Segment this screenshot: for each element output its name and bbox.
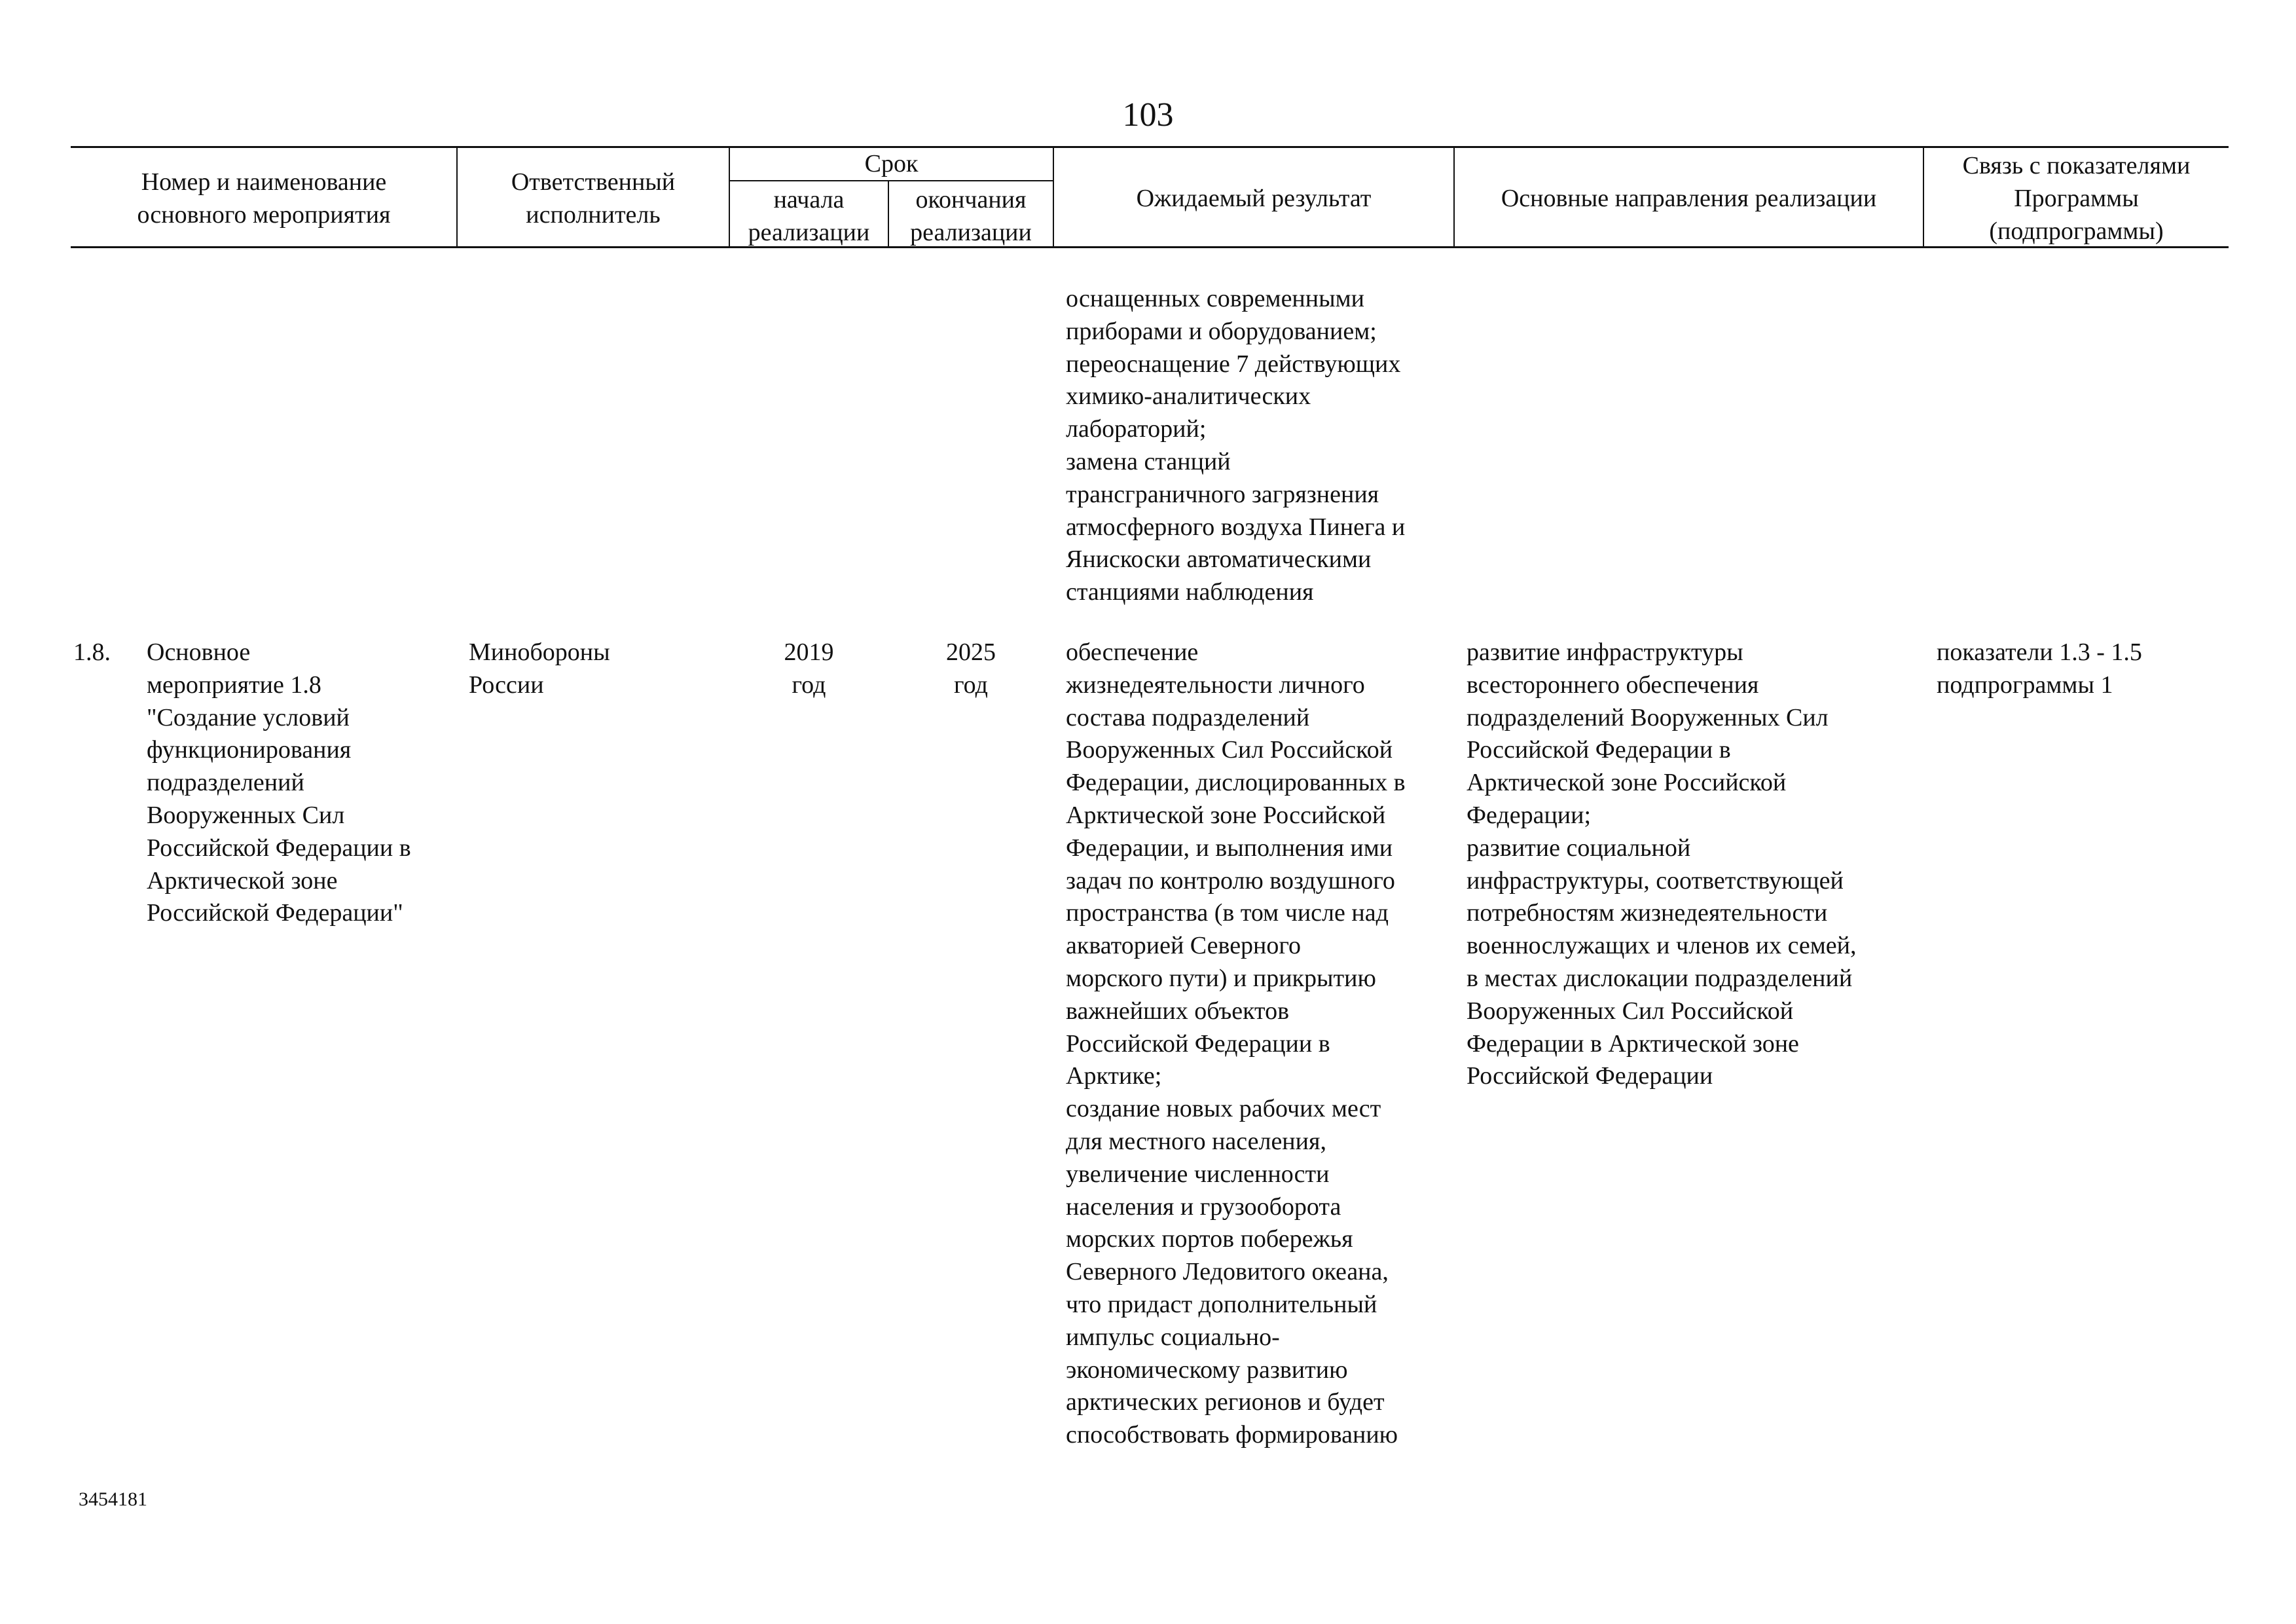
text-line: мероприятие 1.8 — [147, 671, 321, 699]
text-line: Федерации, дислоцированных в — [1066, 769, 1406, 797]
text-line: Арктической зоне Российской — [1467, 769, 1787, 797]
text-line: подпрограммы 1 — [1937, 671, 2113, 699]
text-line: военнослужащих и членов их семей, — [1467, 932, 1857, 960]
executor-cell — [469, 637, 610, 702]
text-line: подразделений — [147, 769, 304, 797]
text-line: Федерации; — [1467, 801, 1592, 829]
page-number: 103 — [1122, 96, 1174, 134]
header-col-term: Срок — [864, 150, 919, 177]
header-text: (подпрограммы) — [1989, 217, 2164, 245]
text-line: оснащенных современными — [1066, 285, 1365, 312]
text-line: морских портов побережья — [1066, 1225, 1353, 1253]
measure-name-cell — [147, 637, 411, 930]
header-col-executor — [458, 166, 729, 231]
text-line: переоснащение 7 действующих — [1066, 350, 1401, 378]
text-line: создание новых рабочих мест — [1066, 1095, 1381, 1123]
text-line: развитие социальной — [1467, 834, 1691, 862]
text-line: Арктической зоне Российской — [1066, 801, 1386, 829]
text-line: приборами и оборудованием; — [1066, 317, 1377, 345]
text-line: всестороннего обеспечения — [1467, 671, 1759, 699]
text-line: замена станций — [1066, 447, 1231, 475]
text-line: задач по контролю воздушного — [1066, 866, 1395, 895]
text-line: показатели 1.3 - 1.5 — [1937, 638, 2142, 666]
header-col-end — [889, 183, 1053, 249]
header-bottom-rule — [71, 246, 2229, 248]
text-line: инфраструктуры, соответствующей — [1467, 866, 1844, 895]
header-top-rule — [71, 146, 2229, 148]
text-line: Российской Федерации в — [147, 834, 411, 862]
text-line: Российской Федерации" — [147, 899, 403, 927]
header-text: основного мероприятия — [137, 201, 391, 229]
text-line: пространства (в том числе над — [1066, 899, 1389, 927]
end-year-cell — [889, 637, 1053, 702]
text-line: подразделений Вооруженных Сил — [1467, 703, 1829, 731]
header-text: Программы — [2014, 185, 2139, 212]
text-line: Арктической зоне — [147, 866, 338, 895]
text-line: станциями наблюдения — [1066, 578, 1314, 606]
text-line: 2019 — [784, 638, 834, 666]
header-text: реализации — [910, 219, 1032, 246]
header-text: исполнитель — [526, 201, 661, 229]
text-line: арктических регионов и будет — [1066, 1388, 1385, 1416]
header-col-link — [1924, 149, 2229, 248]
text-line: Арктике; — [1066, 1062, 1162, 1090]
text-line: Федерации, и выполнения ими — [1066, 834, 1393, 862]
text-line: Федерации в Арктической зоне — [1467, 1029, 1799, 1058]
header-text: окончания — [915, 186, 1027, 213]
text-line: для местного населения, — [1066, 1127, 1326, 1155]
directions-cell — [1467, 637, 1857, 1093]
header-col-start — [730, 183, 888, 249]
text-line: способствовать формированию — [1066, 1421, 1398, 1449]
text-line: Российской Федерации в — [1467, 736, 1731, 764]
term-divider-rule — [729, 180, 1053, 181]
header-text: Связь с показателями — [1962, 152, 2191, 179]
row-number: 1.8. — [73, 638, 111, 666]
text-line: Вооруженных Сил — [147, 801, 345, 829]
header-col-directions: Основные направления реализации — [1501, 185, 1877, 212]
text-line: Северного Ледовитого океана, — [1066, 1258, 1389, 1286]
text-line: развитие инфраструктуры — [1467, 638, 1743, 666]
header-text: Ответственный — [511, 168, 676, 196]
start-year-cell — [730, 637, 888, 702]
text-line: год — [954, 671, 988, 699]
text-line: Российской Федерации — [1467, 1062, 1713, 1090]
text-line: России — [469, 671, 544, 699]
text-line: "Создание условий — [147, 703, 350, 731]
text-line: что придаст дополнительный — [1066, 1290, 1377, 1318]
text-line: лабораторий; — [1066, 415, 1207, 443]
text-line: морского пути) и прикрытию — [1066, 964, 1376, 992]
indicator-link-cell — [1937, 637, 2142, 702]
text-line: населения и грузооборота — [1066, 1192, 1341, 1221]
text-line: атмосферного воздуха Пинега и — [1066, 513, 1406, 541]
text-line: в местах дислокации подразделений — [1467, 964, 1853, 992]
text-line: Минобороны — [469, 638, 610, 666]
text-line: акваторией Северного — [1066, 932, 1302, 960]
text-line: состава подразделений — [1066, 703, 1310, 731]
text-line: увеличение численности — [1066, 1160, 1330, 1188]
text-line: импульс социально- — [1066, 1323, 1280, 1351]
text-line: год — [792, 671, 826, 699]
text-line: химико-аналитических — [1066, 382, 1311, 411]
header-text: реализации — [748, 219, 870, 246]
text-line: Российской Федерации в — [1066, 1029, 1330, 1058]
text-line: трансграничного загрязнения — [1066, 480, 1379, 508]
header-text: начала — [773, 186, 845, 213]
document-id: 3454181 — [79, 1488, 147, 1510]
text-line: Вооруженных Сил Российской — [1467, 997, 1794, 1025]
expected-result-cell — [1066, 637, 1406, 1452]
text-line: экономическому развитию — [1066, 1356, 1348, 1384]
continuation-result-cell — [1066, 283, 1405, 609]
text-line: обеспечение — [1066, 638, 1199, 666]
text-line: потребностям жизнедеятельности — [1467, 899, 1828, 927]
text-line: Янискоски автоматическими — [1066, 545, 1372, 574]
text-line: жизнедеятельности личного — [1066, 671, 1365, 699]
header-col-name — [71, 166, 457, 231]
text-line: важнейших объектов — [1066, 997, 1290, 1025]
text-line: функционирования — [147, 736, 352, 764]
text-line: Основное — [147, 638, 251, 666]
header-text: Номер и наименование — [141, 168, 387, 196]
text-line: 2025 — [946, 638, 996, 666]
text-line: Вооруженных Сил Российской — [1066, 736, 1393, 764]
header-col-result: Ожидаемый результат — [1136, 185, 1372, 212]
